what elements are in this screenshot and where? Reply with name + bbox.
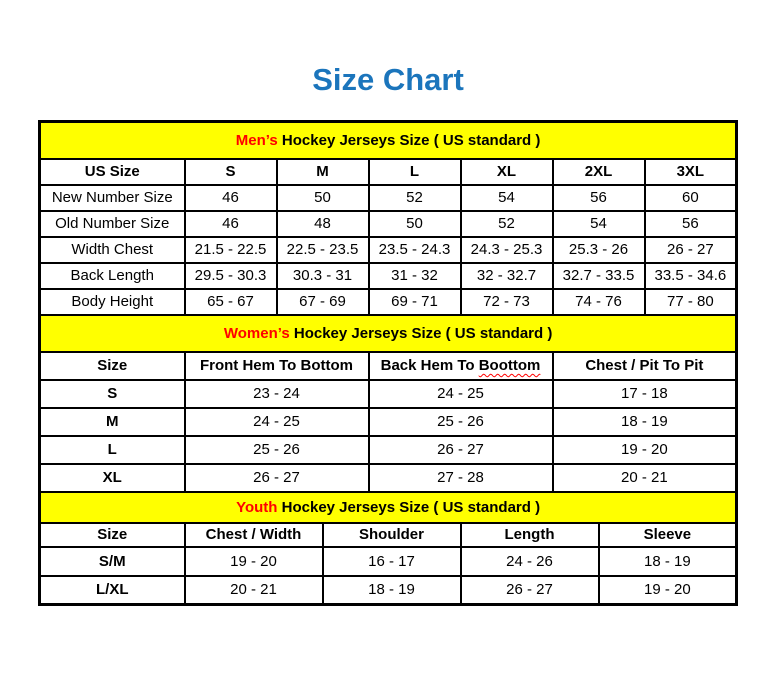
mens-value-cell: 26 - 27 (645, 237, 737, 263)
mens-banner-row (40, 122, 737, 159)
womens-column-header: Size (40, 352, 185, 380)
mens-row-old-number-size (40, 211, 737, 237)
womens-column-header: Chest / Pit To Pit (553, 352, 737, 380)
youth-column-header: Size (40, 523, 185, 547)
mens-banner (40, 122, 737, 159)
youth-value-cell: 18 - 19 (599, 547, 737, 576)
mens-value-cell: 21.5 - 22.5 (185, 237, 277, 263)
size-chart-tables (38, 120, 736, 606)
mens-value-cell: 46 (185, 211, 277, 237)
womens-column-header (369, 352, 553, 380)
womens-header-prefix: Back Hem To (380, 357, 479, 374)
mens-value-cell: 24.3 - 25.3 (461, 237, 553, 263)
mens-value-cell: 56 (645, 211, 737, 237)
womens-row-label: XL (40, 464, 185, 492)
mens-banner-highlight: Men’s (235, 131, 278, 149)
mens-column-header: 3XL (645, 159, 737, 185)
mens-row-width-chest (40, 237, 737, 263)
womens-value-cell: 19 - 20 (553, 436, 737, 464)
mens-value-cell: 22.5 - 23.5 (277, 237, 369, 263)
mens-value-cell: 29.5 - 30.3 (185, 263, 277, 289)
youth-value-cell: 19 - 20 (185, 547, 323, 576)
mens-value-cell: 48 (277, 211, 369, 237)
mens-row-label: Old Number Size (40, 211, 185, 237)
youth-value-cell: 20 - 21 (185, 576, 323, 605)
mens-value-cell: 46 (185, 185, 277, 211)
youth-banner-highlight: Youth (236, 498, 278, 516)
mens-value-cell: 33.5 - 34.6 (645, 263, 737, 289)
youth-row-l-xl (40, 576, 737, 605)
mens-value-cell: 23.5 - 24.3 (369, 237, 461, 263)
womens-value-cell: 25 - 26 (185, 436, 369, 464)
youth-column-header: Length (461, 523, 599, 547)
mens-value-cell: 31 - 32 (369, 263, 461, 289)
womens-value-cell: 20 - 21 (553, 464, 737, 492)
womens-value-cell: 26 - 27 (185, 464, 369, 492)
womens-value-cell: 18 - 19 (553, 408, 737, 436)
mens-value-cell: 56 (553, 185, 645, 211)
mens-value-cell: 52 (461, 211, 553, 237)
womens-header-row (40, 352, 737, 380)
mens-row-back-length (40, 263, 737, 289)
womens-value-cell: 23 - 24 (185, 380, 369, 408)
youth-row-s-m (40, 547, 737, 576)
womens-value-cell: 27 - 28 (369, 464, 553, 492)
womens-row-l (40, 436, 737, 464)
mens-value-cell: 67 - 69 (277, 289, 369, 315)
mens-value-cell: 52 (369, 185, 461, 211)
mens-row-new-number-size (40, 185, 737, 211)
mens-column-header: XL (461, 159, 553, 185)
youth-value-cell: 18 - 19 (323, 576, 461, 605)
womens-banner-row (40, 315, 737, 352)
mens-column-header: M (277, 159, 369, 185)
mens-value-cell: 60 (645, 185, 737, 211)
womens-row-label: M (40, 408, 185, 436)
womens-value-cell: 24 - 25 (369, 380, 553, 408)
womens-value-cell: 17 - 18 (553, 380, 737, 408)
mens-value-cell: 25.3 - 26 (553, 237, 645, 263)
youth-header-row (40, 523, 737, 547)
womens-column-header: Front Hem To Bottom (185, 352, 369, 380)
mens-value-cell: 54 (461, 185, 553, 211)
mens-value-cell: 32 - 32.7 (461, 263, 553, 289)
mens-row-body-height (40, 289, 737, 315)
womens-value-cell: 26 - 27 (369, 436, 553, 464)
mens-header-row (40, 159, 737, 185)
youth-column-header: Chest / Width (185, 523, 323, 547)
mens-value-cell: 54 (553, 211, 645, 237)
youth-value-cell: 19 - 20 (599, 576, 737, 605)
mens-value-cell: 77 - 80 (645, 289, 737, 315)
mens-banner-text: Hockey Jerseys Size ( US standard ) (281, 131, 541, 149)
womens-row-xl (40, 464, 737, 492)
youth-column-header: Shoulder (323, 523, 461, 547)
youth-banner (40, 492, 737, 523)
youth-row-label: L/XL (40, 576, 185, 605)
womens-value-cell: 24 - 25 (185, 408, 369, 436)
mens-row-label: Body Height (40, 289, 185, 315)
womens-value-cell: 25 - 26 (369, 408, 553, 436)
youth-banner-row (40, 492, 737, 523)
womens-row-m (40, 408, 737, 436)
size-chart-table (38, 120, 738, 606)
mens-column-header: L (369, 159, 461, 185)
youth-value-cell: 26 - 27 (461, 576, 599, 605)
womens-row-label: L (40, 436, 185, 464)
mens-row-label: New Number Size (40, 185, 185, 211)
mens-value-cell: 72 - 73 (461, 289, 553, 315)
mens-column-header: 2XL (553, 159, 645, 185)
womens-banner (40, 315, 737, 352)
page-title: Size Chart (312, 62, 464, 97)
youth-value-cell: 16 - 17 (323, 547, 461, 576)
mens-value-cell: 50 (277, 185, 369, 211)
mens-row-label: Back Length (40, 263, 185, 289)
mens-value-cell: 69 - 71 (369, 289, 461, 315)
womens-row-s (40, 380, 737, 408)
mens-value-cell: 74 - 76 (553, 289, 645, 315)
womens-row-label: S (40, 380, 185, 408)
mens-value-cell: 65 - 67 (185, 289, 277, 315)
mens-value-cell: 30.3 - 31 (277, 263, 369, 289)
youth-column-header: Sleeve (599, 523, 737, 547)
mens-column-header: S (185, 159, 277, 185)
mens-column-header: US Size (40, 159, 185, 185)
womens-banner-highlight: Women’s (223, 324, 290, 342)
youth-row-label: S/M (40, 547, 185, 576)
womens-header-misspelled-word: Boottom (478, 357, 541, 374)
mens-value-cell: 50 (369, 211, 461, 237)
youth-value-cell: 24 - 26 (461, 547, 599, 576)
womens-banner-text: Hockey Jerseys Size ( US standard ) (293, 324, 553, 342)
mens-value-cell: 32.7 - 33.5 (553, 263, 645, 289)
mens-row-label: Width Chest (40, 237, 185, 263)
youth-banner-text: Hockey Jerseys Size ( US standard ) (281, 498, 541, 516)
